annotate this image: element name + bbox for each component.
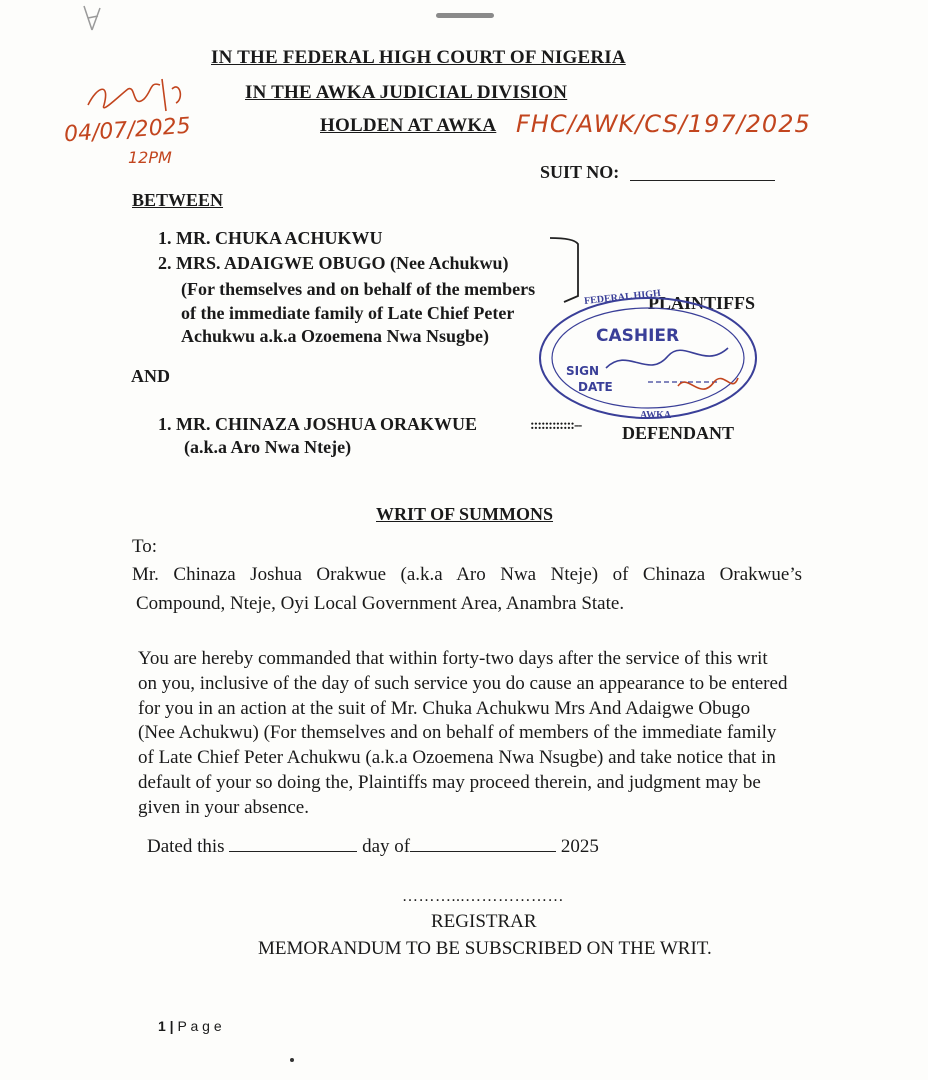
month-blank xyxy=(410,851,556,852)
handwritten-date: 04/07/2025 xyxy=(63,113,192,148)
page-label: P a g e xyxy=(177,1018,222,1034)
year: 2025 xyxy=(560,836,599,857)
defendant-dots: ::::::::::::-- xyxy=(530,418,582,433)
and-label: AND xyxy=(131,366,170,386)
registrar-label: REGISTRAR xyxy=(431,911,537,932)
plaintiffs-label: PLAINTIFFS xyxy=(648,293,756,313)
plaintiff-1: 1. MR. CHUKA ACHUKWU xyxy=(158,228,383,248)
initials-signature-icon xyxy=(80,75,190,120)
plaintiffs-note-line: of the immediate family of Late Chief Peter xyxy=(181,302,515,323)
stamp-sign-label: SIGN xyxy=(566,364,599,378)
handwritten-suit-number: FHC/AWK/CS/197/2025 xyxy=(516,110,811,138)
defendant-name: 1. MR. CHINAZA JOSHUA ORAKWUE xyxy=(158,414,478,434)
stamp-bottom-text: AWKA xyxy=(640,410,672,421)
holden-at: HOLDEN AT AWKA xyxy=(320,115,497,136)
speck xyxy=(290,1058,294,1062)
paragraph-line: for you in an action at the suit of Mr. Chuka Achukwu Mrs And Adaigwe Obugo xyxy=(138,697,751,719)
addressee-line-1: Mr. Chinaza Joshua Orakwue (a.k.a Aro Nwa Nteje) of Chinaza Orakwue’s xyxy=(132,564,802,585)
paragraph-line: on you, inclusive of the day of such service you do cause an appearance to be entered xyxy=(138,672,788,694)
corner-scribble-icon xyxy=(78,2,108,42)
day-of-label: day of xyxy=(362,836,411,857)
paragraph-line: default of your so doing the, Plaintiffs may proceed therein, and judgment may be xyxy=(138,771,761,793)
paragraph-line: given in your absence. xyxy=(138,796,309,818)
day-blank xyxy=(229,851,357,852)
dated-label: Dated this xyxy=(147,836,225,857)
signature-dots: ………...……………… xyxy=(402,888,564,905)
handwritten-time: 12PM xyxy=(128,148,172,167)
suit-number-label: SUIT NO: xyxy=(540,162,620,182)
page-number: 1 xyxy=(158,1018,166,1034)
to-label: To: xyxy=(132,536,158,557)
dated-line xyxy=(147,834,599,860)
between-label: BETWEEN xyxy=(132,190,224,210)
stamp-top-text: FEDERAL HIGH xyxy=(583,288,662,307)
plaintiffs-note xyxy=(181,278,535,349)
judicial-division: IN THE AWKA JUDICIAL DIVISION xyxy=(245,82,568,103)
writ-title: WRIT OF SUMMONS xyxy=(376,504,554,524)
plaintiffs-note-line: (For themselves and on behalf of the members xyxy=(181,279,536,299)
plaintiffs-note-line: Achukwu a.k.a Ozoemena Nwa Nsugbe) xyxy=(181,326,490,346)
court-name: IN THE FEDERAL HIGH COURT OF NIGERIA xyxy=(211,47,626,68)
paragraph-line: (Nee Achukwu) (For themselves and on behalf of members of the immediate family xyxy=(138,722,777,744)
stamp-date-label: DATE xyxy=(578,380,613,394)
paragraph-line: You are hereby commanded that within forty-two days after the service of this writ xyxy=(138,648,768,669)
addressee-line-2: Compound, Nteje, Oyi Local Government Area, Anambra State. xyxy=(136,593,625,614)
defendant-label: DEFENDANT xyxy=(622,423,735,443)
suit-number-blank xyxy=(630,180,775,181)
page-footer: 1 | P a g e xyxy=(158,1018,222,1034)
drag-handle[interactable] xyxy=(436,13,494,18)
plaintiff-2: 2. MRS. ADAIGWE OBUGO (Nee Achukwu) xyxy=(158,253,509,273)
defendant-alias: (a.k.a Aro Nwa Nteje) xyxy=(184,437,352,457)
command-paragraph xyxy=(138,647,818,821)
memorandum-label: MEMORANDUM TO BE SUBSCRIBED ON THE WRIT. xyxy=(258,938,712,959)
paragraph-line: of Late Chief Peter Achukwu (a.k.a Ozoemena Nwa Nsugbe) and take notice that in xyxy=(138,747,776,769)
stamp-cashier: CASHIER xyxy=(596,326,680,346)
